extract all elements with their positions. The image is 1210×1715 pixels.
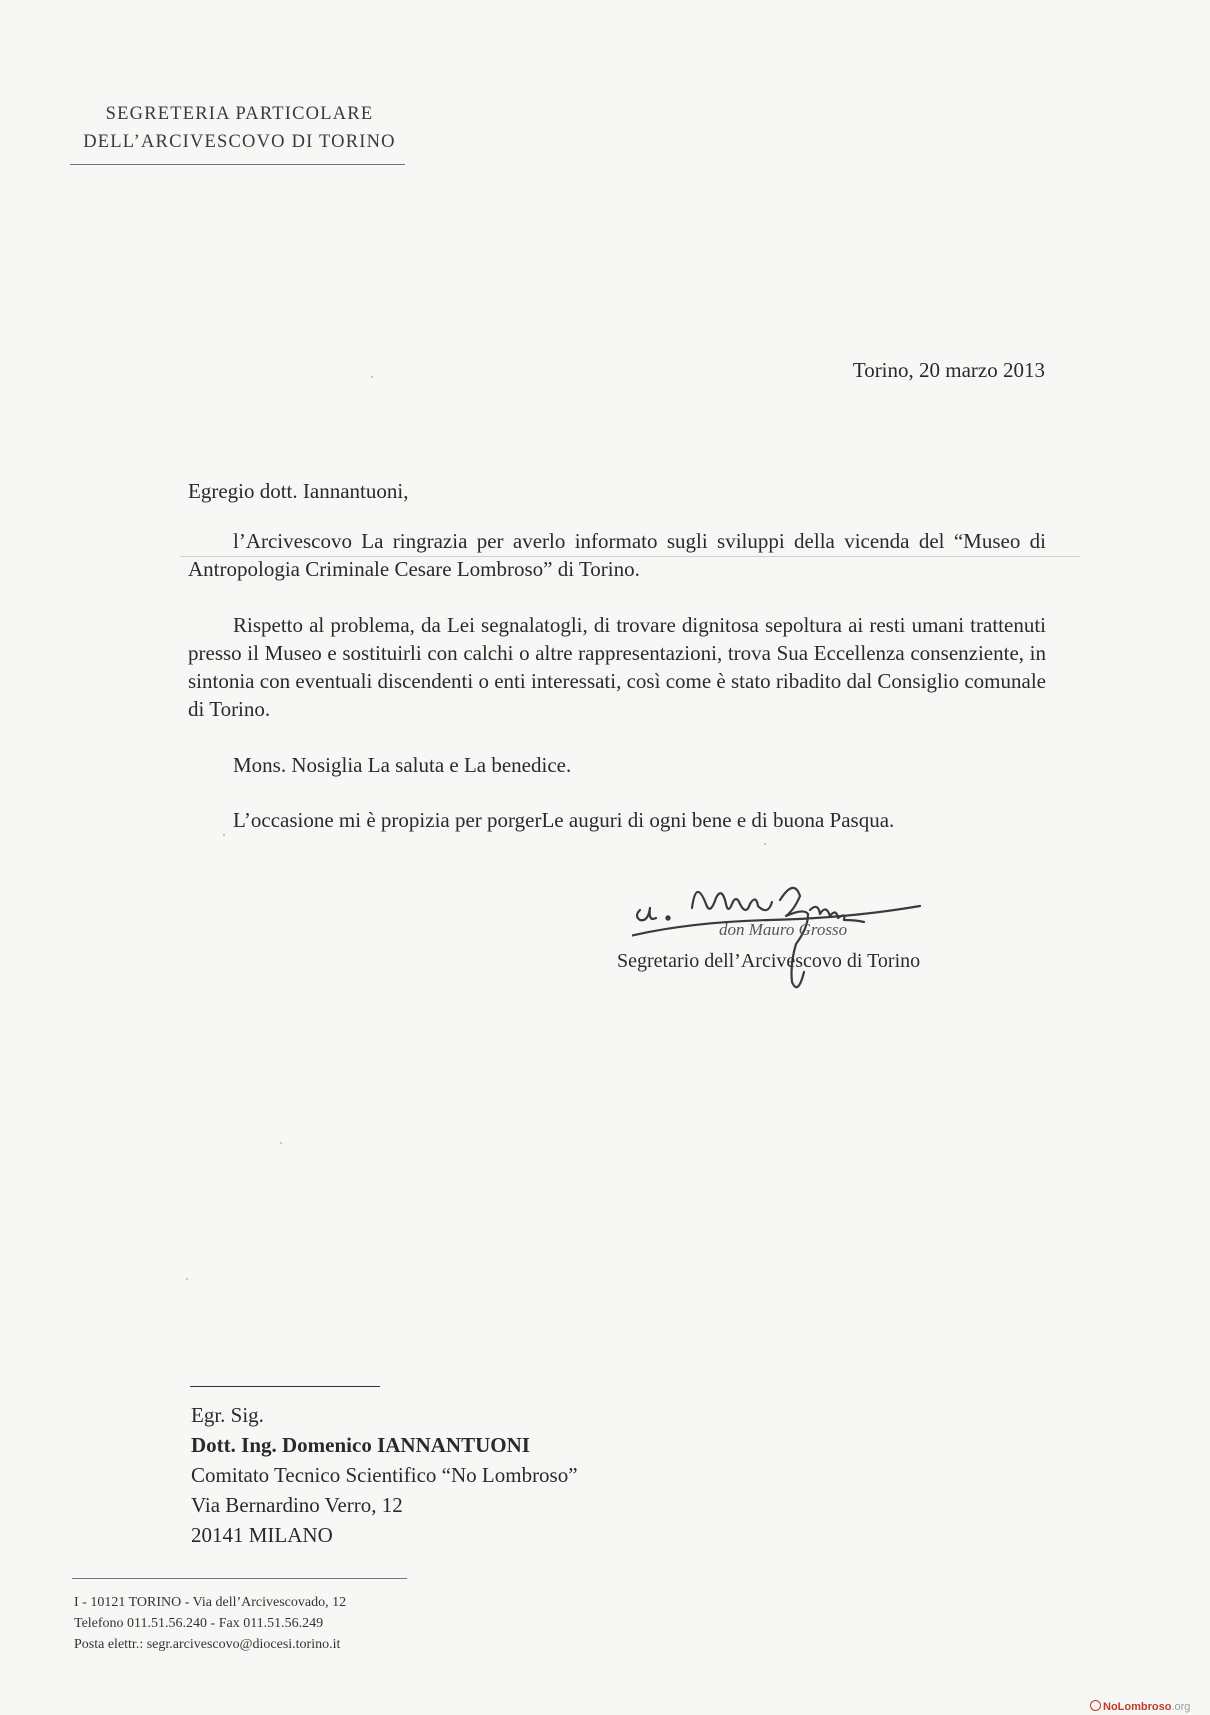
recipient-divider (190, 1386, 380, 1387)
paper-fold-line (180, 556, 1080, 557)
footer-address: I - 10121 TORINO - Via dell’Arcivescovado, 12 (74, 1595, 347, 1610)
letterhead-line-1: SEGRETERIA PARTICOLARE (105, 104, 374, 124)
paragraph-2: Rispetto al problema, da Lei segnalatogli, di trovare dignitosa sepoltura ai resti umani trattenuti presso il Museo e sostituirli con calchi o altre rappresentazioni, trova Sua Eccellenza consenziente, in sintonia con eventuali discendenti o enti interessati, così come è stato ribadito dal Consiglio comunale di Torino. (188, 613, 1046, 721)
site-watermark (1090, 1700, 1190, 1713)
recipient-prefix: Egr. Sig. (191, 1403, 264, 1427)
watermark-main: NoLombroso (1103, 1701, 1172, 1713)
no-symbol-icon (1090, 1700, 1101, 1711)
footer-phone: Telefono 011.51.56.240 - Fax 011.51.56.249 (74, 1616, 324, 1631)
letterhead (72, 100, 407, 156)
recipient-street: Via Bernardino Verro, 12 (191, 1493, 403, 1517)
letterhead-footer (74, 1592, 346, 1655)
salutation: Egregio dott. Iannantuoni, (188, 479, 409, 503)
recipient-organization: Comitato Tecnico Scientifico “No Lombroso” (191, 1463, 578, 1487)
handwritten-signature (632, 870, 952, 1010)
recipient-name: Dott. Ing. Domenico IANNANTUONI (191, 1433, 530, 1457)
footer-divider (72, 1578, 407, 1579)
recipient-city: 20141 MILANO (191, 1523, 333, 1547)
paragraph-4: L’occasione mi è propizia per porgerLe auguri di ogni bene e di buona Pasqua. (233, 808, 895, 832)
signatory-name: don Mauro Grosso (719, 920, 848, 939)
recipient-address (191, 1400, 578, 1550)
footer-email: Posta elettr.: segr.arcivescovo@diocesi.torino.it (74, 1637, 341, 1652)
letterhead-line-2: DELL’ARCIVESCOVO DI TORINO (83, 132, 396, 152)
watermark-tld: .org (1171, 1701, 1191, 1713)
paragraph-3: Mons. Nosiglia La saluta e La benedice. (233, 753, 572, 777)
letterhead-divider (70, 164, 405, 165)
letter-date: Torino, 20 marzo 2013 (852, 358, 1045, 382)
paragraph-1: l’Arcivescovo La ringrazia per averlo informato sugli sviluppi della vicenda del “Museo di Antropologia Criminale Cesare Lombroso” di Torino. (188, 529, 1046, 581)
signatory-title: Segretario dell’Arcivescovo di Torino (617, 950, 921, 972)
